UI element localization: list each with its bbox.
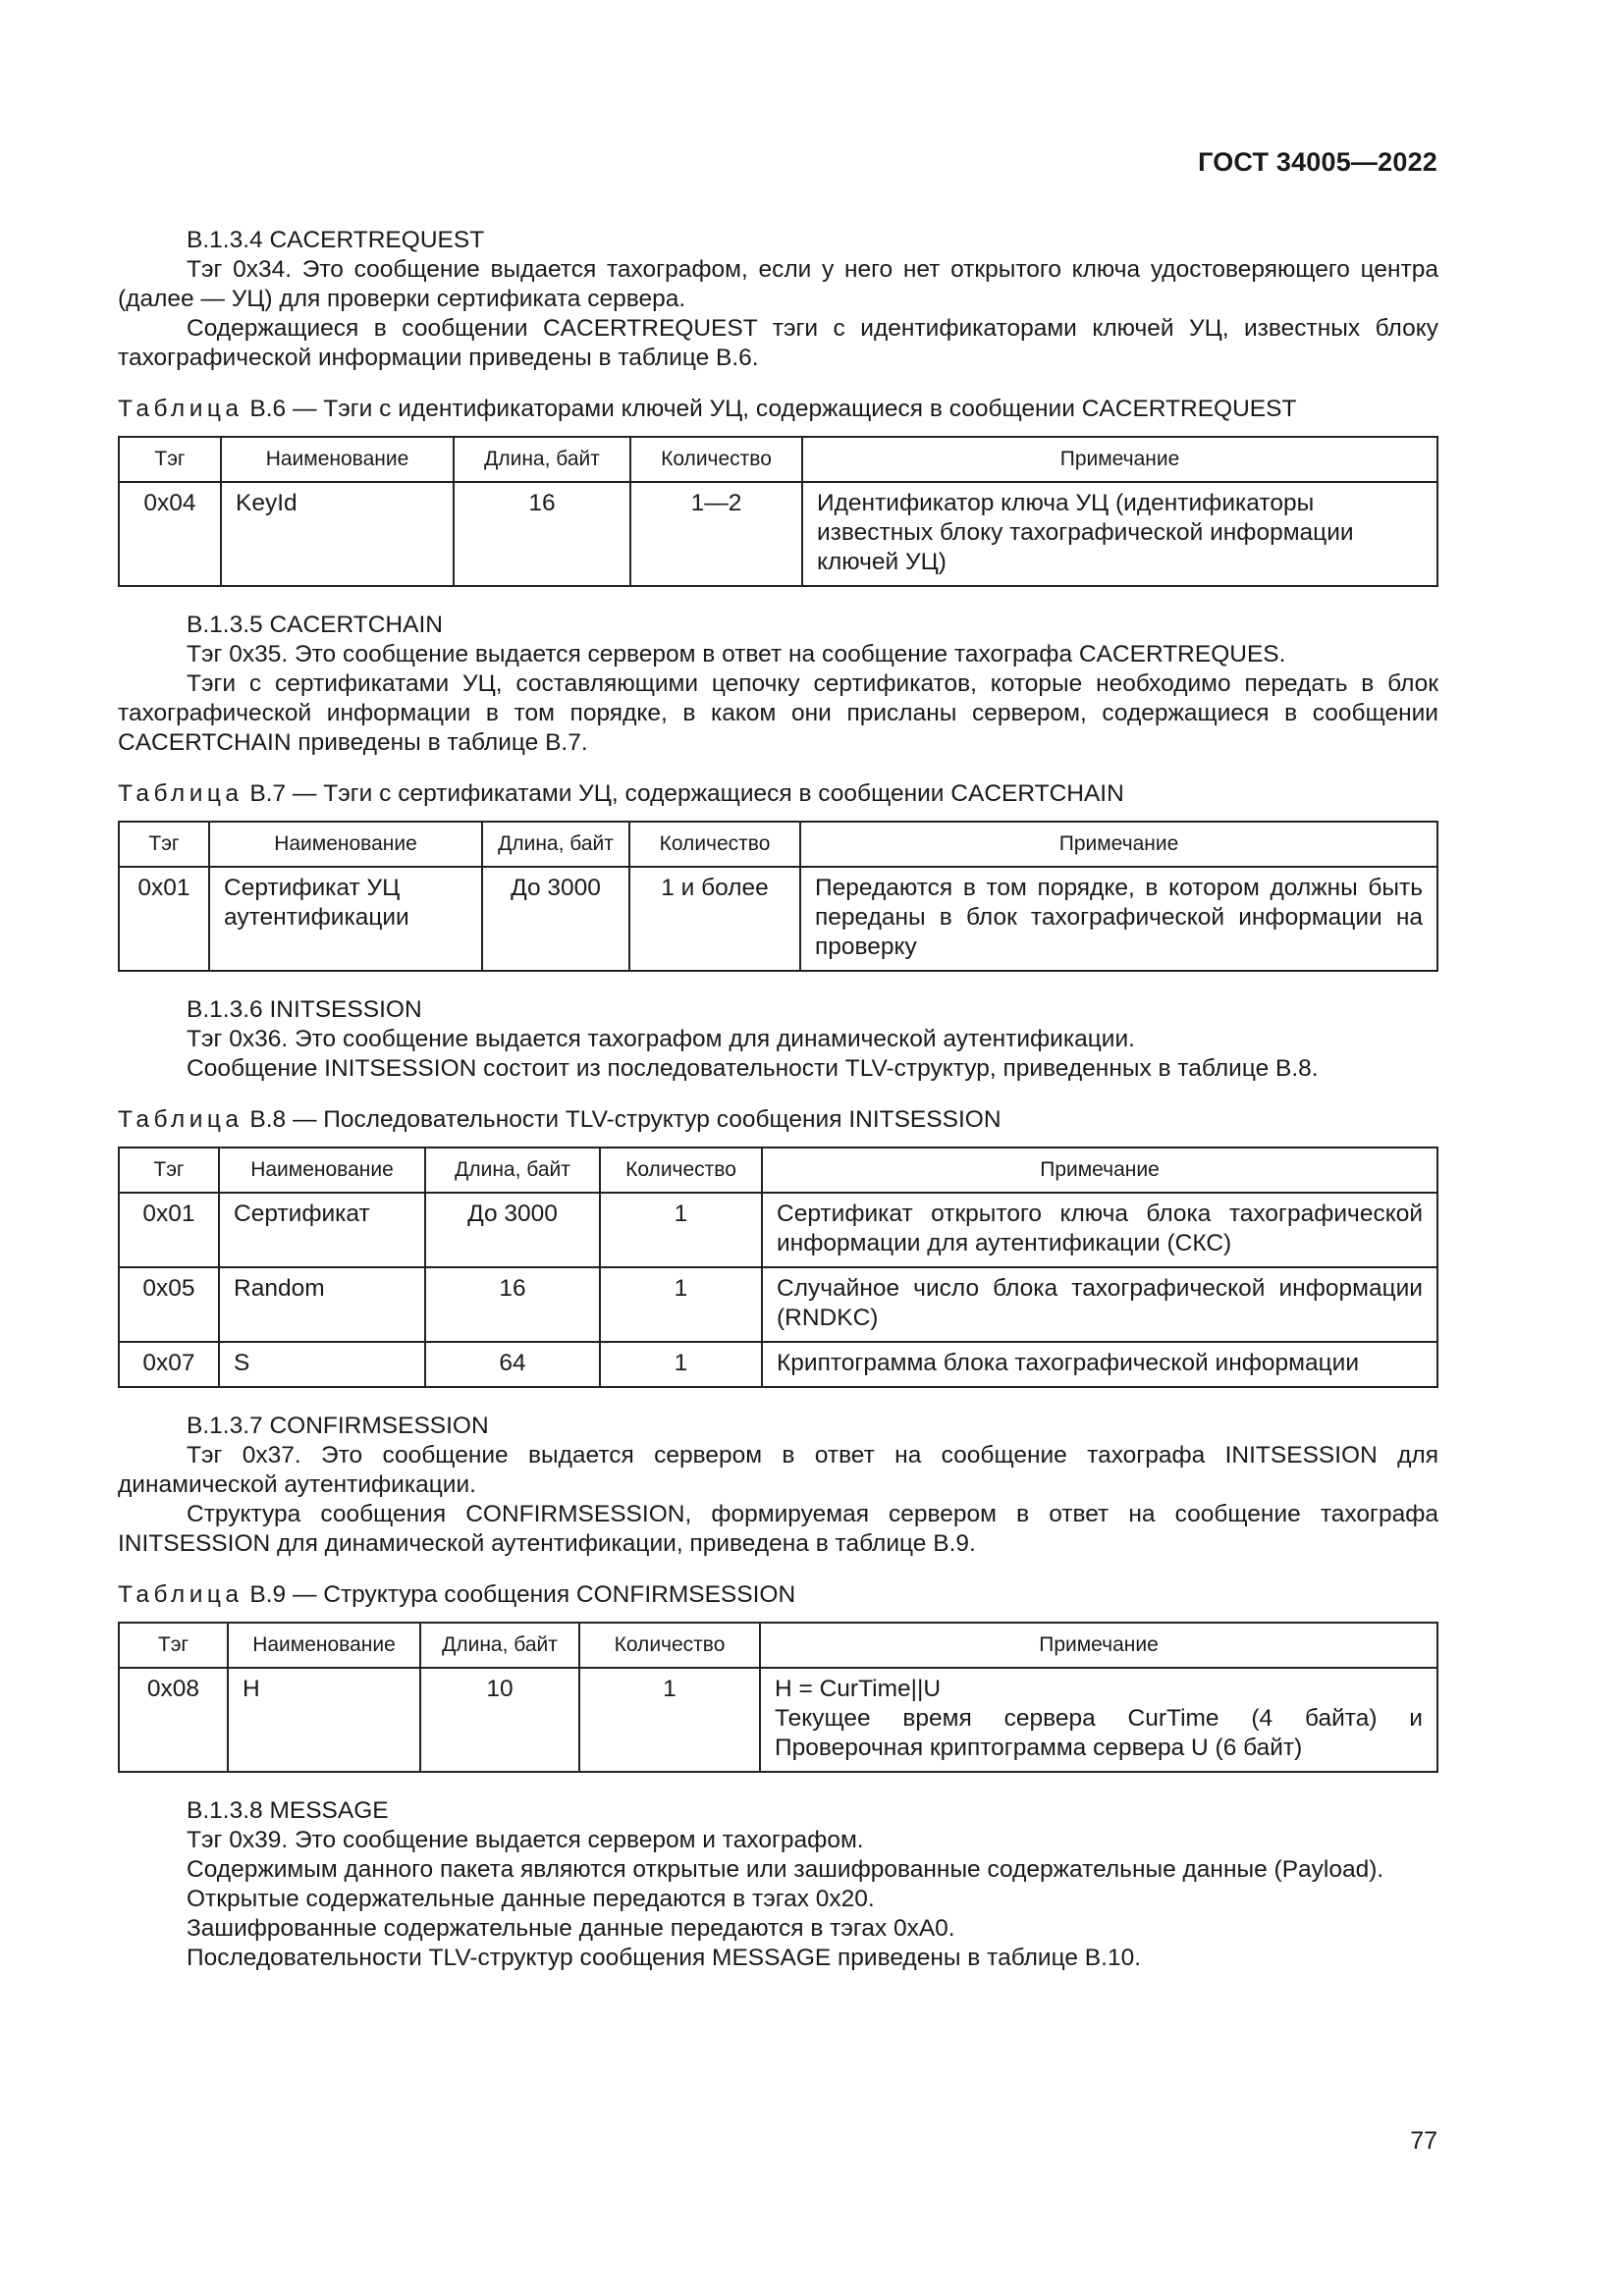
header-cell: Количество — [629, 822, 800, 867]
header-cell: Длина, байт — [425, 1148, 600, 1193]
table-cell: 1 — [600, 1267, 762, 1342]
paragraph: Содержимым данного пакета являются открытые или зашифрованные содержательные данные (Payload). — [187, 1856, 1384, 1883]
section-heading: В.1.3.6 INITSESSION — [187, 996, 422, 1023]
table-cell: 0x01 — [119, 1193, 219, 1267]
table-cell: 16 — [425, 1267, 600, 1342]
table-cell: 0x01 — [119, 867, 209, 971]
paragraph: Зашифрованные содержательные данные передаются в тэгах 0xA0. — [187, 1915, 955, 1942]
table-b6 — [118, 436, 1438, 587]
header-cell: Тэг — [119, 822, 209, 867]
header-cell: Примечание — [762, 1148, 1437, 1193]
table-cell: Сертификат открытого ключа блока тахографической информации для аутентификации (СКС) — [762, 1193, 1437, 1267]
header-cell: Количество — [579, 1623, 760, 1668]
table-row — [119, 1668, 1437, 1772]
table-header-row — [119, 1148, 1437, 1193]
table-cell: 1 и более — [629, 867, 800, 971]
table-cell: Сертификат — [219, 1193, 425, 1267]
table-cell: 0x04 — [119, 482, 221, 586]
paragraph: Сообщение INITSESSION состоит из последовательности TLV-структур, приведенных в таблице В.8. — [187, 1055, 1319, 1082]
header-cell: Примечание — [802, 437, 1437, 482]
paragraph: Содержащиеся в сообщении CACERTREQUEST тэги с идентификаторами ключей УЦ, известных блоку тахографической информации приведены в таблице В.6. — [118, 315, 1438, 371]
table-row — [119, 482, 1437, 586]
paragraph: Тэг 0x37. Это сообщение выдается сервером в ответ на сообщение тахографа INITSESSION для динамической аутентификации. — [118, 1442, 1438, 1498]
table-caption: Таблица В.8 — Последовательности TLV-структур сообщения INITSESSION — [118, 1106, 1001, 1133]
table-cell: 1 — [600, 1342, 762, 1387]
table-b9 — [118, 1622, 1438, 1773]
table-cell: 16 — [454, 482, 630, 586]
header-cell: Длина, байт — [420, 1623, 579, 1668]
table-cell: Идентификатор ключа УЦ (идентификаторы известных блоку тахографической информации ключей УЦ) — [802, 482, 1437, 586]
table-cell: KeyId — [221, 482, 454, 586]
table-cell: 0x08 — [119, 1668, 228, 1772]
paragraph: Тэги с сертификатами УЦ, составляющими цепочку сертификатов, которые необходимо передать в блок тахографической информации в том порядке, в каком они присланы сервером, содержащиеся в сообщении CACERTCHAIN приведены в таблице В.7. — [118, 670, 1438, 756]
table-caption: Таблица В.7 — Тэги с сертификатами УЦ, содержащиеся в сообщении CACERTCHAIN — [118, 780, 1124, 807]
header-cell: Длина, байт — [454, 437, 630, 482]
table-cell — [760, 1668, 1437, 1772]
table-cell: 0x05 — [119, 1267, 219, 1342]
section-heading: В.1.3.8 MESSAGE — [187, 1797, 389, 1824]
header-cell: Длина, байт — [482, 822, 629, 867]
table-cell: 1 — [579, 1668, 760, 1772]
section-heading: В.1.3.4 CACERTREQUEST — [187, 227, 485, 253]
header-cell: Примечание — [760, 1623, 1437, 1668]
table-cell: Сертификат УЦ аутентификации — [209, 867, 482, 971]
table-cell: До 3000 — [425, 1193, 600, 1267]
table-b7 — [118, 821, 1438, 972]
table-row — [119, 1267, 1437, 1342]
header-cell: Наименование — [221, 437, 454, 482]
table-cell: 1—2 — [630, 482, 802, 586]
table-b8 — [118, 1147, 1438, 1388]
paragraph: Тэг 0x36. Это сообщение выдается тахографом для динамической аутентификации. — [187, 1026, 1135, 1052]
table-caption: Таблица В.9 — Структура сообщения CONFIRMSESSION — [118, 1581, 796, 1608]
header-cell: Тэг — [119, 437, 221, 482]
paragraph: Тэг 0x39. Это сообщение выдается сервером и тахографом. — [187, 1827, 864, 1853]
table-header-row — [119, 822, 1437, 867]
table-cell: Криптограмма блока тахографической информации — [762, 1342, 1437, 1387]
header-cell: Наименование — [228, 1623, 420, 1668]
paragraph: Открытые содержательные данные передаются в тэгах 0x20. — [187, 1886, 875, 1912]
paragraph: Тэг 0x35. Это сообщение выдается сервером в ответ на сообщение тахографа CACERTREQUES. — [187, 641, 1286, 667]
table-row — [119, 1342, 1437, 1387]
table-header-row — [119, 437, 1437, 482]
header-cell: Количество — [630, 437, 802, 482]
header-cell: Наименование — [209, 822, 482, 867]
section-heading: В.1.3.7 CONFIRMSESSION — [187, 1413, 489, 1439]
table-row — [119, 867, 1437, 971]
table-cell: H — [228, 1668, 420, 1772]
page-content — [118, 226, 1438, 1973]
table-cell: S — [219, 1342, 425, 1387]
header-cell: Количество — [600, 1148, 762, 1193]
header-cell: Тэг — [119, 1623, 228, 1668]
header-cell: Тэг — [119, 1148, 219, 1193]
table-caption: Таблица В.6 — Тэги с идентификаторами ключей УЦ, содержащиеся в сообщении CACERTREQUEST — [118, 396, 1297, 422]
note-formula: H = CurTime||U — [775, 1676, 942, 1702]
table-cell: 10 — [420, 1668, 579, 1772]
table-header-row — [119, 1623, 1437, 1668]
header-cell: Наименование — [219, 1148, 425, 1193]
table-cell: 0x07 — [119, 1342, 219, 1387]
table-cell: Random — [219, 1267, 425, 1342]
page-number: 77 — [1410, 2127, 1437, 2155]
table-cell: Случайное число блока тахографической информации (RNDKC) — [762, 1267, 1437, 1342]
document-header: ГОСТ 34005—2022 — [1198, 147, 1437, 177]
table-cell: 1 — [600, 1193, 762, 1267]
table-cell: 64 — [425, 1342, 600, 1387]
paragraph: Структура сообщения CONFIRMSESSION, формируемая сервером в ответ на сообщение тахографа INITSESSION для динамической аутентификации, приведена в таблице В.9. — [118, 1501, 1438, 1557]
paragraph: Последовательности TLV-структур сообщения MESSAGE приведены в таблице В.10. — [187, 1945, 1142, 1971]
section-heading: В.1.3.5 CACERTCHAIN — [187, 612, 443, 638]
table-cell: Передаются в том порядке, в котором должны быть переданы в блок тахографической информации на проверку — [800, 867, 1437, 971]
header-cell: Примечание — [800, 822, 1437, 867]
note-text: Текущее время сервера CurTime (4 байта) и Проверочная криптограмма сервера U (6 байт) — [775, 1705, 1423, 1761]
table-row — [119, 1193, 1437, 1267]
paragraph: Тэг 0x34. Это сообщение выдается тахографом, если у него нет открытого ключа удостоверяющего центра (далее — УЦ) для проверки сертификата сервера. — [118, 256, 1438, 312]
table-cell: До 3000 — [482, 867, 629, 971]
